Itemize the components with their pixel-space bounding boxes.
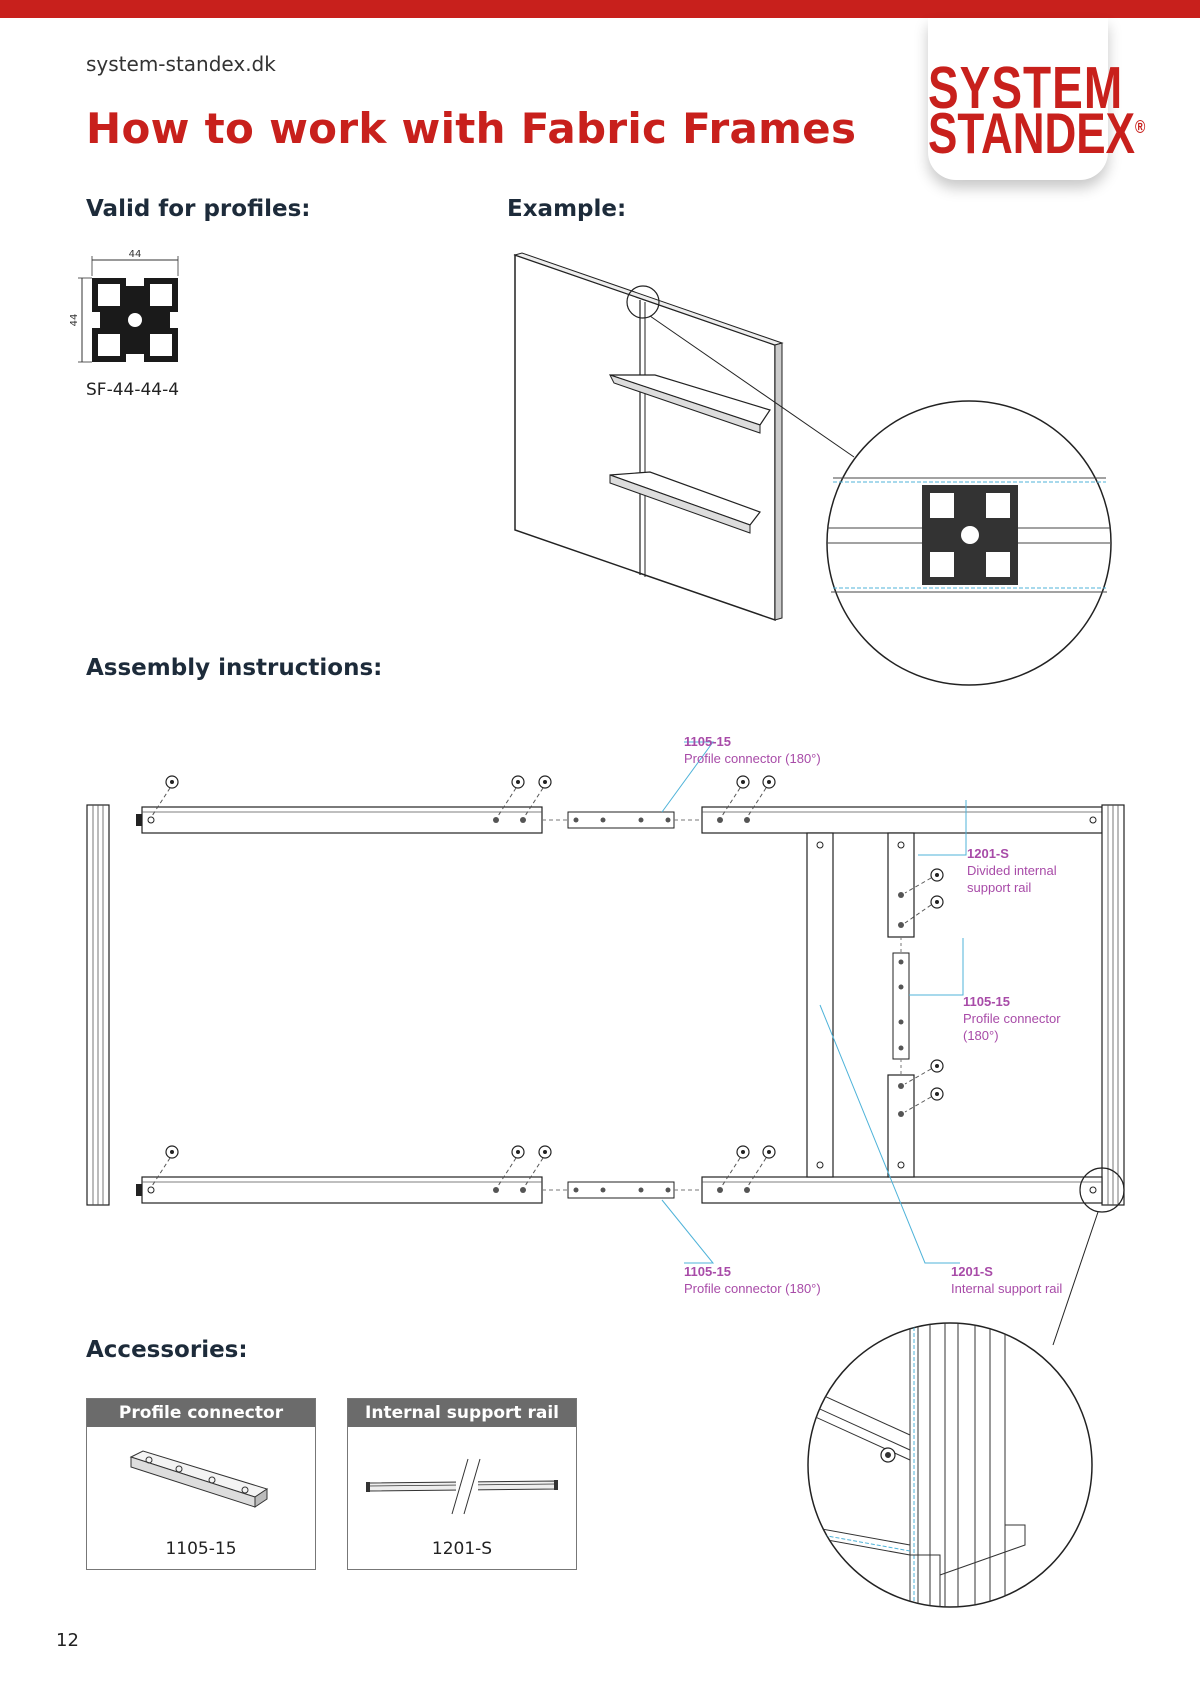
connector-illustration	[127, 1447, 277, 1517]
accessory-title: Profile connector (180°)	[87, 1399, 315, 1427]
accessory-title: Internal support rail	[348, 1399, 576, 1427]
rail-illustration	[364, 1449, 564, 1519]
profile-width-dim: 44	[128, 249, 142, 260]
example-drawing	[510, 250, 1130, 680]
logo-registered-mark: ®	[1134, 115, 1146, 137]
logo-text-line2-word: STANDEX	[928, 102, 1135, 167]
callout-bottom-connector	[684, 1263, 821, 1297]
profile-height-dim: 44	[69, 313, 80, 327]
callout-code: 1105-15	[684, 1264, 731, 1279]
logo-text-line1: SYSTEM	[928, 53, 1124, 121]
callout-label: Profile connector	[963, 1011, 1061, 1026]
callout-internal-rail	[951, 1263, 1062, 1297]
assembly-heading: Assembly instructions:	[86, 655, 383, 681]
example-heading: Example:	[507, 196, 627, 222]
callout-label: Internal support rail	[951, 1281, 1063, 1296]
site-url: system-standex.dk	[86, 52, 276, 76]
page-number: 12	[56, 1630, 79, 1651]
accessory-card-connector	[86, 1398, 316, 1570]
brand-logo	[928, 18, 1146, 180]
accessories-heading: Accessories:	[86, 1337, 248, 1363]
callout-label: (180°)	[963, 1028, 999, 1043]
profile-code: SF-44-44-4	[86, 380, 180, 400]
callout-label: Profile connector (180°)	[684, 751, 821, 766]
logo-text-line2	[928, 102, 1146, 168]
profiles-heading: Valid for profiles:	[86, 196, 311, 222]
callout-code: 1105-15	[963, 994, 1010, 1009]
callout-top-connector	[684, 733, 821, 767]
profile-cross-section-drawing	[60, 250, 200, 370]
callout-divided-rail	[967, 845, 1057, 896]
callout-code: 1105-15	[684, 734, 731, 749]
accessory-card-rail	[347, 1398, 577, 1570]
corner-detail-drawing	[800, 1315, 1100, 1615]
callout-label: support rail	[967, 880, 1032, 895]
top-brand-bar	[0, 0, 1200, 18]
callout-label: Profile connector (180°)	[684, 1281, 821, 1296]
assembly-drawing	[80, 730, 1140, 1220]
accessory-code: 1105-15	[165, 1539, 237, 1559]
callout-vertical-connector	[963, 993, 1061, 1044]
callout-code: 1201-S	[967, 846, 1009, 861]
page-title: How to work with Fabric Frames	[86, 104, 857, 153]
callout-code: 1201-S	[951, 1264, 993, 1279]
accessory-code: 1201-S	[431, 1539, 493, 1559]
callout-label: Divided internal	[967, 863, 1057, 878]
